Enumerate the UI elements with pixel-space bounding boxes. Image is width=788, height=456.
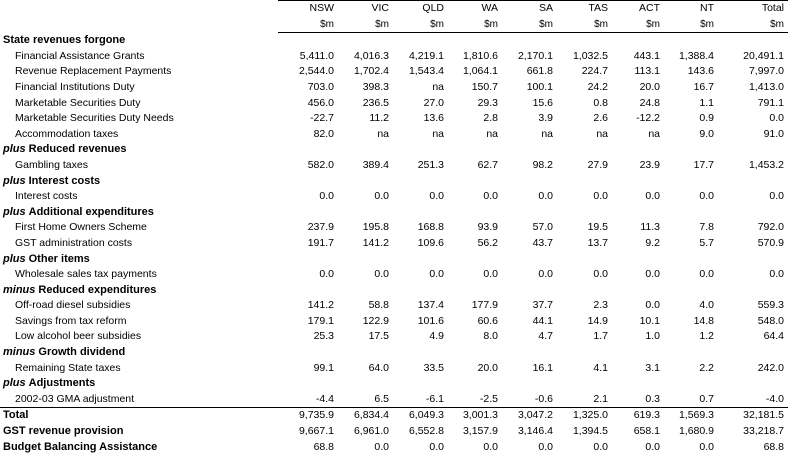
total-row bbox=[0, 424, 788, 440]
cell-nsw: 5,411.0 bbox=[299, 49, 334, 62]
cell-sa: 15.6 bbox=[532, 96, 553, 109]
cell-qld: 33.5 bbox=[423, 361, 444, 374]
section-prefix: plus bbox=[3, 377, 26, 390]
cell-sa: 0.0 bbox=[538, 268, 553, 281]
cell-sa: 3,146.4 bbox=[517, 425, 553, 438]
cell-sa: 16.1 bbox=[532, 361, 553, 374]
column-header-tas: TAS bbox=[557, 1, 612, 17]
cell-nsw: -4.4 bbox=[315, 392, 334, 405]
unit-label: $m bbox=[278, 17, 338, 33]
row-label: Low alcohol beer subsidies bbox=[15, 330, 142, 343]
table-row bbox=[0, 236, 788, 252]
cell-vic: 17.5 bbox=[368, 330, 389, 343]
column-header-nt: NT bbox=[664, 1, 718, 17]
cell-nsw: 25.3 bbox=[313, 330, 334, 343]
section-title: Additional expenditures bbox=[28, 205, 154, 218]
unit-label: $m bbox=[338, 17, 393, 33]
cell-wa: 0.0 bbox=[483, 440, 498, 453]
section-heading bbox=[0, 376, 788, 392]
section-heading-row bbox=[0, 345, 788, 361]
table-row bbox=[0, 158, 788, 174]
cell-total: -4.0 bbox=[765, 392, 784, 405]
section-prefix: plus bbox=[3, 205, 26, 218]
cell-nsw: 456.0 bbox=[307, 96, 334, 109]
row-label: Interest costs bbox=[15, 190, 78, 203]
cell-vic: 4,016.3 bbox=[353, 49, 389, 62]
cell-total: 1,413.0 bbox=[748, 80, 784, 93]
cell-act: 1.0 bbox=[645, 330, 660, 343]
row-label: Savings from tax reform bbox=[15, 314, 127, 327]
cell-vic: 389.4 bbox=[362, 158, 389, 171]
cell-act: 9.2 bbox=[645, 236, 660, 249]
cell-tas: 1,325.0 bbox=[557, 408, 612, 424]
cell-wa: na bbox=[486, 127, 498, 140]
cell-vic: 0.0 bbox=[374, 268, 389, 281]
cell-tas: 2.6 bbox=[593, 112, 608, 125]
cell-wa: 2.8 bbox=[483, 112, 498, 125]
cell-nsw: 191.7 bbox=[307, 236, 334, 249]
cell-total: 7,997.0 bbox=[748, 65, 784, 78]
cell-vic: 58.8 bbox=[368, 299, 389, 312]
cell-vic: 141.2 bbox=[362, 236, 389, 249]
cell-total: 559.3 bbox=[757, 299, 784, 312]
total-row bbox=[0, 408, 788, 424]
row-label: Financial Assistance Grants bbox=[15, 49, 145, 62]
section-heading bbox=[0, 33, 788, 49]
row-label: Off-road diesel subsidies bbox=[15, 299, 131, 312]
cell-total: 33,218.7 bbox=[743, 425, 784, 438]
column-header-sa: SA bbox=[502, 1, 557, 17]
column-header-total: Total bbox=[718, 1, 788, 17]
section-heading-row bbox=[0, 33, 788, 49]
cell-wa: 20.0 bbox=[477, 361, 498, 374]
cell-act: 23.9 bbox=[639, 158, 660, 171]
cell-act: 0.0 bbox=[645, 299, 660, 312]
cell-act: 658.1 bbox=[633, 425, 660, 438]
cell-qld: -6.1 bbox=[425, 392, 444, 405]
cell-nt: 0.0 bbox=[699, 190, 714, 203]
row-label: Revenue Replacement Payments bbox=[15, 65, 172, 78]
cell-vic: 122.9 bbox=[362, 314, 389, 327]
cell-total: 64.4 bbox=[763, 330, 784, 343]
table-row bbox=[0, 392, 788, 408]
cell-nsw: 237.9 bbox=[307, 221, 334, 234]
section-title: Other items bbox=[28, 252, 90, 265]
cell-qld: 101.6 bbox=[417, 314, 444, 327]
cell-sa: 2,170.1 bbox=[517, 49, 553, 62]
cell-act: na bbox=[648, 127, 660, 140]
cell-wa: 29.3 bbox=[477, 96, 498, 109]
cell-vic: na bbox=[377, 127, 389, 140]
cell-qld: 251.3 bbox=[417, 158, 444, 171]
cell-nsw: 179.1 bbox=[307, 314, 334, 327]
cell-act: 3.1 bbox=[645, 361, 660, 374]
column-header-act: ACT bbox=[612, 1, 664, 17]
section-prefix: minus bbox=[3, 283, 36, 296]
section-heading-row bbox=[0, 283, 788, 299]
header-blank-cell bbox=[0, 1, 278, 17]
row-label: Budget Balancing Assistance bbox=[3, 440, 158, 453]
cell-act: 24.8 bbox=[639, 96, 660, 109]
cell-wa: 56.2 bbox=[477, 236, 498, 249]
cell-wa: 0.0 bbox=[483, 268, 498, 281]
cell-qld: 0.0 bbox=[429, 268, 444, 281]
row-label: Total bbox=[0, 408, 278, 424]
unit-label: $m bbox=[612, 17, 664, 33]
cell-tas: 19.5 bbox=[587, 221, 608, 234]
table-row bbox=[0, 111, 788, 127]
cell-qld: 109.6 bbox=[417, 236, 444, 249]
unit-label: $m bbox=[664, 17, 718, 33]
cell-wa: 1,810.6 bbox=[462, 49, 498, 62]
cell-vic: 1,702.4 bbox=[353, 65, 389, 78]
table-row bbox=[0, 361, 788, 377]
cell-qld: 0.0 bbox=[429, 190, 444, 203]
cell-sa: 3.9 bbox=[538, 112, 553, 125]
cell-vic: 6.5 bbox=[374, 392, 389, 405]
cell-act: 20.0 bbox=[639, 80, 660, 93]
row-label: Remaining State taxes bbox=[15, 361, 121, 374]
table-row bbox=[0, 49, 788, 65]
cell-total: 570.9 bbox=[757, 236, 784, 249]
row-label: First Home Owners Scheme bbox=[15, 221, 147, 234]
section-prefix: plus bbox=[3, 252, 26, 265]
cell-qld: 4,219.1 bbox=[408, 49, 444, 62]
cell-nsw: 0.0 bbox=[319, 190, 334, 203]
cell-nt: 0.0 bbox=[699, 440, 714, 453]
cell-wa: 60.6 bbox=[477, 314, 498, 327]
section-heading bbox=[0, 174, 788, 190]
cell-sa: 0.0 bbox=[538, 190, 553, 203]
cell-nt: 1,569.3 bbox=[664, 408, 718, 424]
table-row bbox=[0, 220, 788, 236]
section-heading-row bbox=[0, 142, 788, 158]
cell-tas: 13.7 bbox=[587, 236, 608, 249]
section-heading-row bbox=[0, 205, 788, 221]
cell-sa: -0.6 bbox=[534, 392, 553, 405]
cell-wa: 1,064.1 bbox=[462, 65, 498, 78]
cell-vic: 0.0 bbox=[374, 190, 389, 203]
cell-nsw: 99.1 bbox=[313, 361, 334, 374]
cell-act: 11.3 bbox=[640, 221, 660, 234]
cell-qld: 6,049.3 bbox=[393, 408, 448, 424]
cell-vic: 64.0 bbox=[368, 361, 389, 374]
cell-sa: 98.2 bbox=[532, 158, 553, 171]
column-header-wa: WA bbox=[448, 1, 502, 17]
cell-nt: 0.9 bbox=[699, 112, 714, 125]
table-row bbox=[0, 329, 788, 345]
cell-nt: 14.8 bbox=[693, 314, 714, 327]
row-label: Gambling taxes bbox=[15, 158, 88, 171]
cell-qld: 168.8 bbox=[417, 221, 444, 234]
section-heading bbox=[0, 283, 788, 299]
cell-act: 0.3 bbox=[645, 392, 660, 405]
section-prefix: minus bbox=[3, 346, 36, 359]
cell-act: -12.2 bbox=[636, 112, 660, 125]
table-row bbox=[0, 96, 788, 112]
row-label: GST administration costs bbox=[15, 236, 133, 249]
row-label: Marketable Securities Duty Needs bbox=[15, 112, 174, 125]
cell-qld: 27.0 bbox=[423, 96, 444, 109]
cell-wa: 3,157.9 bbox=[462, 425, 498, 438]
cell-nt: 0.0 bbox=[699, 268, 714, 281]
cell-wa: 177.9 bbox=[471, 299, 498, 312]
cell-act: 10.1 bbox=[639, 314, 660, 327]
cell-sa: 0.0 bbox=[538, 440, 553, 453]
cell-tas: 1,394.5 bbox=[572, 425, 608, 438]
cell-qld: 6,552.8 bbox=[408, 425, 444, 438]
section-prefix: plus bbox=[3, 143, 26, 156]
cell-qld: 1,543.4 bbox=[408, 65, 444, 78]
cell-nsw: 9,735.9 bbox=[278, 408, 338, 424]
cell-nt: 9.0 bbox=[699, 127, 714, 140]
cell-tas: 4.1 bbox=[593, 361, 608, 374]
cell-act: 443.1 bbox=[633, 49, 660, 62]
cell-nt: 16.7 bbox=[693, 80, 714, 93]
table-row bbox=[0, 314, 788, 330]
cell-nsw: 141.2 bbox=[307, 299, 334, 312]
cell-tas: 27.9 bbox=[587, 158, 608, 171]
cell-tas: 224.7 bbox=[581, 65, 608, 78]
section-title: State revenues forgone bbox=[3, 34, 126, 47]
section-title: Growth dividend bbox=[38, 346, 126, 359]
cell-nt: 1,680.9 bbox=[678, 425, 714, 438]
row-label: Accommodation taxes bbox=[15, 127, 119, 140]
cell-nt: 5.7 bbox=[699, 236, 714, 249]
cell-tas: na bbox=[596, 127, 608, 140]
cell-nt: 0.7 bbox=[699, 392, 714, 405]
cell-nsw: 703.0 bbox=[307, 80, 334, 93]
cell-nsw: 0.0 bbox=[319, 268, 334, 281]
cell-tas: 2.1 bbox=[593, 392, 608, 405]
cell-act: 0.0 bbox=[645, 190, 660, 203]
cell-sa: 44.1 bbox=[532, 314, 553, 327]
section-title: Adjustments bbox=[28, 377, 96, 390]
cell-vic: 6,834.4 bbox=[338, 408, 393, 424]
cell-qld: na bbox=[432, 127, 444, 140]
unit-header-row bbox=[0, 17, 788, 33]
cell-nt: 17.7 bbox=[693, 158, 714, 171]
cell-wa: 8.0 bbox=[483, 330, 498, 343]
cell-total: 0.0 bbox=[769, 112, 784, 125]
unit-blank-cell bbox=[0, 17, 278, 33]
cell-total: 548.0 bbox=[757, 314, 784, 327]
cell-tas: 2.3 bbox=[593, 299, 608, 312]
cell-sa: 661.8 bbox=[526, 65, 553, 78]
cell-nsw: 2,544.0 bbox=[298, 65, 334, 78]
section-title: Reduced expenditures bbox=[38, 283, 157, 296]
cell-nt: 4.0 bbox=[699, 299, 714, 312]
cell-total: 792.0 bbox=[757, 221, 784, 234]
cell-nt: 2.2 bbox=[699, 361, 714, 374]
column-header-qld: QLD bbox=[393, 1, 448, 17]
cell-vic: 11.2 bbox=[369, 112, 389, 125]
cell-nsw: -22.7 bbox=[310, 112, 334, 125]
cell-act: 0.0 bbox=[645, 268, 660, 281]
cell-total: 0.0 bbox=[769, 190, 784, 203]
cell-wa: 62.7 bbox=[477, 158, 498, 171]
cell-qld: na bbox=[432, 80, 444, 93]
row-label: GST revenue provision bbox=[3, 425, 124, 438]
cell-sa: 4.7 bbox=[538, 330, 553, 343]
cell-tas: 0.8 bbox=[593, 96, 608, 109]
cell-sa: 100.1 bbox=[526, 80, 553, 93]
unit-label: $m bbox=[718, 17, 788, 33]
cell-act: 113.1 bbox=[634, 65, 660, 78]
cell-sa: na bbox=[541, 127, 553, 140]
row-label: Wholesale sales tax payments bbox=[15, 268, 157, 281]
cell-qld: 13.6 bbox=[423, 112, 444, 125]
cell-wa: 3,001.3 bbox=[448, 408, 502, 424]
section-heading-row bbox=[0, 376, 788, 392]
cell-wa: -2.5 bbox=[479, 392, 498, 405]
cell-tas: 0.0 bbox=[593, 440, 608, 453]
cell-tas: 24.2 bbox=[587, 80, 608, 93]
column-header-row bbox=[0, 1, 788, 17]
cell-nt: 1,388.4 bbox=[678, 49, 714, 62]
cell-act: 0.0 bbox=[645, 440, 660, 453]
cell-sa: 57.0 bbox=[532, 221, 553, 234]
table-body bbox=[0, 1, 788, 456]
cell-tas: 1.7 bbox=[593, 330, 608, 343]
cell-total: 1,453.2 bbox=[748, 158, 784, 171]
cell-vic: 398.3 bbox=[362, 80, 389, 93]
unit-label: $m bbox=[393, 17, 448, 33]
cell-nsw: 582.0 bbox=[307, 158, 334, 171]
table-row bbox=[0, 80, 788, 96]
cell-total: 791.1 bbox=[757, 96, 784, 109]
section-heading bbox=[0, 142, 788, 158]
cell-total: 20,491.1 bbox=[743, 49, 784, 62]
cell-total: 68.8 bbox=[763, 440, 784, 453]
cell-nt: 1.2 bbox=[699, 330, 714, 343]
cell-tas: 0.0 bbox=[593, 190, 608, 203]
section-heading bbox=[0, 345, 788, 361]
cell-total: 32,181.5 bbox=[718, 408, 788, 424]
section-heading bbox=[0, 205, 788, 221]
cell-tas: 14.9 bbox=[587, 314, 608, 327]
column-header-vic: VIC bbox=[338, 1, 393, 17]
column-header-nsw: NSW bbox=[278, 1, 338, 17]
cell-nt: 1.1 bbox=[699, 96, 714, 109]
cell-total: 242.0 bbox=[757, 361, 784, 374]
table-row bbox=[0, 127, 788, 143]
unit-label: $m bbox=[448, 17, 502, 33]
cell-tas: 1,032.5 bbox=[572, 49, 608, 62]
cell-nt: 7.8 bbox=[699, 221, 714, 234]
section-title: Interest costs bbox=[28, 174, 101, 187]
table-row bbox=[0, 64, 788, 80]
table-row bbox=[0, 267, 788, 283]
cell-wa: 150.7 bbox=[471, 80, 498, 93]
cell-qld: 4.9 bbox=[429, 330, 444, 343]
unit-label: $m bbox=[502, 17, 557, 33]
unit-label: $m bbox=[557, 17, 612, 33]
cell-sa: 3,047.2 bbox=[502, 408, 557, 424]
section-heading-row bbox=[0, 252, 788, 268]
row-label: 2002-03 GMA adjustment bbox=[15, 392, 135, 405]
section-heading bbox=[0, 252, 788, 268]
cell-sa: 43.7 bbox=[532, 236, 553, 249]
cell-vic: 0.0 bbox=[374, 440, 389, 453]
cell-nsw: 68.8 bbox=[313, 440, 334, 453]
cell-total: 0.0 bbox=[769, 268, 784, 281]
cell-wa: 0.0 bbox=[483, 190, 498, 203]
row-label: Marketable Securities Duty bbox=[15, 96, 141, 109]
cell-tas: 0.0 bbox=[593, 268, 608, 281]
row-label: Financial Institutions Duty bbox=[15, 80, 135, 93]
cell-wa: 93.9 bbox=[477, 221, 498, 234]
cell-nsw: 82.0 bbox=[313, 127, 334, 140]
section-title: Reduced revenues bbox=[28, 143, 127, 156]
cell-qld: 0.0 bbox=[429, 440, 444, 453]
cell-nsw: 9,667.1 bbox=[298, 425, 334, 438]
cell-sa: 37.7 bbox=[532, 299, 553, 312]
cell-act: 619.3 bbox=[612, 408, 664, 424]
cell-vic: 195.8 bbox=[362, 221, 389, 234]
cell-nt: 143.6 bbox=[687, 65, 714, 78]
total-row bbox=[0, 440, 788, 456]
cell-vic: 6,961.0 bbox=[353, 425, 389, 438]
cell-qld: 137.4 bbox=[417, 299, 444, 312]
cell-total: 91.0 bbox=[763, 127, 784, 140]
table-row bbox=[0, 298, 788, 314]
cell-vic: 236.5 bbox=[362, 96, 389, 109]
section-prefix: plus bbox=[3, 174, 26, 187]
table-row bbox=[0, 189, 788, 205]
section-heading-row bbox=[0, 174, 788, 190]
